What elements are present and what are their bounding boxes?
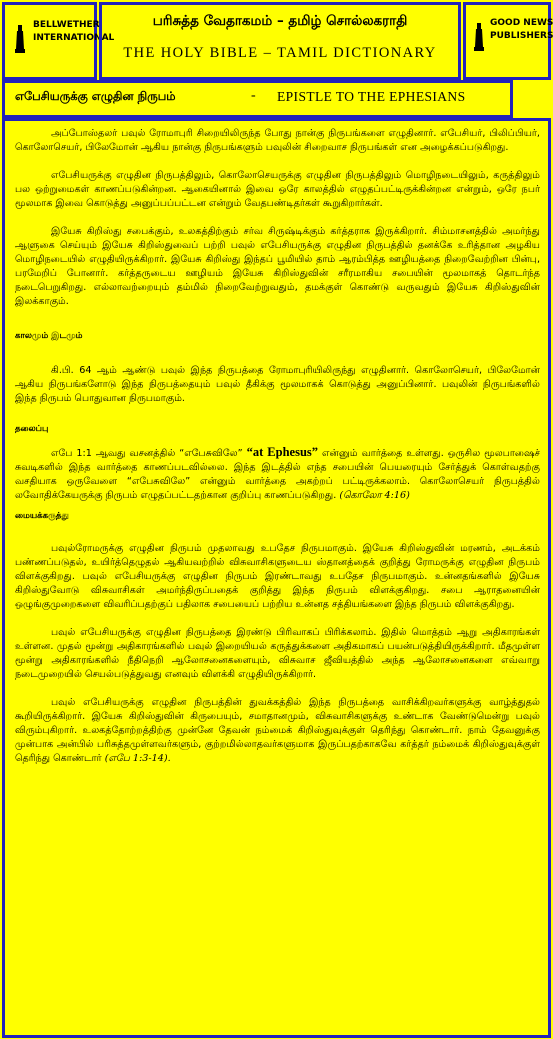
right-logo-line1: GOOD NEWS <box>490 18 553 28</box>
paragraph-8-text: பவுல் எபேசியருக்கு எழுதின நிருபத்தின் துவக்கத்தில் இந்த நிருபத்தை வாசிக்கிறவர்களுக்கு வாழ்த்துதல் கூறியிருக்கிறார். இயேசு கிறிஸ்துவின் கிருபையும், சமாதானமும், விசுவாசிகளுக்கு உண்டாக வேண்டுமென்று பவுல் விரும்புகிறார். உலகத்தோற்றத்திற்கு முன்னே தேவன் நம்மைக் கிறிஸ்துவுக்குள் தெரிந்து கொண்டார். நாம் தேவனுக்கு முன்பாக அன்பில் பரிசுத்தமுள்ளவர்களும், குற்றமில்லாதவர்களுமாக இருப்பதற்காகவே கர்த்தர் நம்மைக் கிறிஸ்துவுக்குள் தெரிந்து கொண்டார் <box>15 697 540 764</box>
paragraph-4: கி.பி. 64 ஆம் ஆண்டு பவுல் இந்த நிருபத்தை ரோமாபுரியிலிருந்து எழுதினார். கொலோசெயர், பிலேமோன் ஆகிய நிருபங்களோடு இந்த நிருபத்தையும் பவுல் தீகிக்கு மூலமாகக் கொடுத்து அனுப்பினார். பவுலின் நிருபங்களில் இந்த நிருபம் பொதுவான நிருபமாகும். <box>15 365 540 404</box>
bellwether-logo-icon <box>15 25 25 53</box>
section-heading-central-theme: மையக்கருத்து <box>15 511 69 521</box>
good-news-logo-icon <box>474 23 484 51</box>
entry-title-tamil: எபேசியருக்கு எழுதின நிருபம் <box>15 89 176 103</box>
paragraph-5 <box>15 445 540 503</box>
paragraph-5-part-a: எபே 1:1 ஆவது வசனத்தில் “எபேசுவிலே” <box>51 448 243 459</box>
paragraph-7: பவுல் எபேசியருக்கு எழுதின நிருபத்தை இரண்டு பிரிவாகப் பிரிக்கலாம். இதில் மொத்தம் ஆறு அதிகாரங்கள் உள்ளன. முதல் மூன்று அதிகாரங்களில் பவுல் இறையியல் கருத்துக்களை அதிகமாகப் பயன்படுத்தியிருக்கிறார். மீதமுள்ள மூன்று அதிகாரங்களில் நீதிநெறி ஆலோசனைகளையும், விசுவாச ஜீவியத்தில் அந்த ஆலோசனைகளை எவ்வாறு நடைமுறையில் செயல்படுத்துவது எனவும் விளக்கி எழுதியிருக்கிறார். <box>15 627 540 680</box>
title-tamil: பரிசுத்த வேதாகமம் – தமிழ் சொல்லகராதி <box>152 13 408 29</box>
scripture-reference-2: (எபே 1:3-14). <box>104 753 171 764</box>
paragraph-2: எபேசியருக்கு எழுதின நிருபத்திலும், கொலோசெயருக்கு எழுதின நிருபத்திலும் மொழிநடையிலும், கருத்திலும் பல ஒற்றுமைகள் காணப்படுகின்றன. ஆகையினால் இவை ஒரே காலத்தில் எழுதப்பட்டிருக்கின்றன என்றும், ஒரே நபர் மூலமாக இவை கொடுத்து அனுப்பப்பட்டன என்றும் வேதபண்டிதர்கள் கூறுகிறார்கள். <box>15 170 540 209</box>
paragraph-3: இயேசு கிறிஸ்து சபைக்கும், உலகத்திற்கும் சர்வ சிருஷ்டிக்கும் கர்த்தராக இருக்கிறார். சிம்மாசனத்தில் அமர்ந்து ஆளுகை செய்யும் இயேசு கிறிஸ்துவைப் பற்றி பவுல் எபேசியருக்கு எழுதின நிருபத்தில் தனக்கே உரித்தான அழகிய மொழிநடையில் எழுதியிருக்கிறார். இயேசு கிறிஸ்து இந்தப் பூமியில் தாம் ஆரம்பித்த ஊழியத்தை நிறைவேற்றின பின்பு, பரமேறிப் போனார். கர்த்தருடைய ஊழியம் இயேசு கிறிஸ்துவின் சரீரமாகிய சபையின் மூலமாகத் தொடர்ந்த நடைபெறுகிறது. எல்லாவற்றையும் தம்மில் நிறைவேற்றுவதும், தமக்குள் கொண்டு வருவதும் இயேசு கிறிஸ்துவின் இலக்காகும். <box>15 226 540 307</box>
paragraph-6: பவுல்ரோமருக்கு எழுதின நிருபம் முதலாவது உபதேச நிருபமாகும். இயேசு கிறிஸ்துவின் மரணம், அடக்கம் பண்ணப்படுதல், உயிர்த்தெழுதல் ஆகியவற்றில் விசுவாசிகளுடைய ஸ்தானத்தைக் குறித்து ரோமருக்கு எழுதின நிருபம் விளக்குகிறது. பவுல் எபேசியருக்கு எழுதின நிருபம் இரண்டாவது உபதேச நிருபமாகும். உன்னதங்களில் இயேசு கிறிஸ்துவோடு விசுவாசிகள் அமர்ந்திருப்பதைக் குறித்து இந்த நிருபம் விளக்குகிறது. சபை ஆராதனையின் ஒழுங்குமுறைகளை விவரிப்பதற்குப் பதிலாக சபையைப் பற்றிய உன்னத சத்தியங்களை இந்த நிருபம் விளக்குகிறது. <box>15 543 540 610</box>
publisher-logo-left <box>2 2 115 80</box>
left-logo-line2: INTERNATIONAL <box>33 33 115 43</box>
paragraph-8 <box>15 696 540 766</box>
entry-title-english: EPISTLE TO THE EPHESIANS <box>277 89 466 104</box>
entry-title-separator: - <box>251 88 256 103</box>
scripture-reference: (கொலோ 4:16) <box>339 490 410 501</box>
right-logo-line2: PUBLISHERS <box>490 31 553 41</box>
section-heading-title: தலைப்பு <box>15 424 49 434</box>
paragraph-1: அப்போஸ்தலர் பவுல் ரோமாபுரி சிறையிலிருந்த போது நான்கு நிருபங்களை எழுதினார். எபேசியர், பிலிப்பியர், கொலோசெயர், பிலேமோன் ஆகிய நான்கு நிருபங்களும் பவுலின் சிறைவாச நிருபங்கள் என அழைக்கப்படுகிறது. <box>15 128 540 153</box>
dictionary-title-banner <box>99 2 461 80</box>
title-english: THE HOLY BIBLE – TAMIL DICTIONARY <box>123 45 437 61</box>
section-heading-time-place: காலமும் இடமும் <box>15 331 83 341</box>
article-body <box>2 118 551 1038</box>
english-quote: “at Ephesus” <box>246 445 319 459</box>
left-logo-line1: BELLWETHER <box>33 20 100 30</box>
paragraph-5-part-b: என்னும் வார்த்தை உள்ளது. ஒருசில மூலபாஷைச் சுவடிகளில் இந்த வார்த்தை காணப்படவில்லை. இந்த இடத்தில் எந்த சபையின் பெயரையும் சேர்த்துக் கொள்வதற்கு வசதியாக ஒருவேளை “எபேசுவிலே” என்னும் வார்த்தை அகற்றப் பட்டிருக்கலாம். கொலோசெயர் நிருபத்தில் லவோதிக்கேயருக்கு நிருபம் எழுதப்பட்டதற்கான குறிப்பு காணப்படுகிறது. <box>15 448 540 501</box>
entry-title-bar <box>2 80 513 118</box>
publisher-logo-right <box>463 2 551 80</box>
